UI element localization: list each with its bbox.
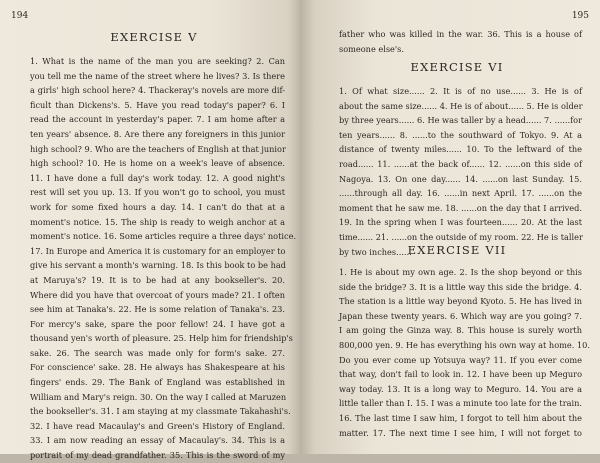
text-line: 1. He is about my own age. 2. Is the shop beyond or this bbox=[339, 267, 582, 277]
text-line: road...... 11. ......at the back of...... 12. ......on this side of bbox=[339, 158, 582, 169]
text-line: 32. I have read Macaulay's and Green's History of England. bbox=[30, 420, 285, 431]
text-line: way today. 13. It is a long way to Meguro. 14. You are a bbox=[339, 383, 582, 394]
text-line: see him at Tanaka's. 22. He is some relation of Tanaka's. 23. bbox=[30, 304, 285, 315]
text-line: high school? 10. He is home on a week's leave of absence. bbox=[30, 158, 285, 169]
text-line: by two inches...... bbox=[339, 246, 412, 257]
text-line: you tell me the name of the street where he lives? 3. Is there bbox=[30, 70, 285, 81]
text-line: about the same size...... 4. He is of about...... 5. He is older bbox=[339, 100, 583, 111]
text-line: Nagoya. 13. On one day...... 14. ......on last Sunday. 15. bbox=[339, 173, 582, 184]
text-line: moment's notice. 15. The ship is ready to weigh anchor at a bbox=[30, 216, 285, 227]
text-line: that way, don't fail to look in. 12. I have been up Meguro bbox=[339, 369, 582, 380]
exercise-v-text bbox=[30, 54, 297, 463]
text-line: matter. 17. The next time I see him, I will not forget to bbox=[339, 427, 582, 438]
text-line: For mercy's sake, spare the poor fellow! 24. I have got a bbox=[30, 318, 285, 329]
text-line: 800,000 yen. 9. He has everything his own way at home. 10. bbox=[339, 339, 590, 350]
text-line: read the account in yesterday's paper. 7. I am home after a bbox=[30, 114, 285, 125]
text-line: sake. 26. The search was made only for form's sake. 27. bbox=[30, 347, 285, 358]
text-line: 19. In the spring when I was fourteen...... 20. At the last bbox=[339, 217, 582, 228]
text-line: ......through all day. 16. ......in next April. 17. ......on the bbox=[339, 188, 582, 199]
text-line: by three years...... 6. He was taller by a head...... 7. ......for bbox=[339, 115, 582, 126]
page-number: 195 bbox=[571, 11, 589, 21]
text-line: 33. I am now reading an essay of Macaulay's. 34. This is a bbox=[30, 435, 285, 446]
text-line: thousand yen's worth of pleasure. 25. Help him for friendship's bbox=[30, 333, 293, 344]
text-line: portrait of my dead grandfather. 35. This is the sword of my bbox=[30, 450, 285, 461]
text-line: little taller than I. 15. I was a minute too late for the train. bbox=[339, 398, 582, 409]
text-line: ten years...... 8. ......to the southward of Tokyo. 9. At a bbox=[339, 129, 582, 140]
text-line: William and Mary's reign. 30. On the way I called at Maruzen bbox=[30, 391, 287, 402]
continued-text bbox=[339, 27, 582, 56]
exercise-vii-text bbox=[339, 265, 590, 440]
text-line: at Maruya's? 19. It is to be had at any bookseller's. 20. bbox=[30, 274, 285, 285]
text-line: someone else's. bbox=[339, 43, 404, 54]
text-line: distance of twenty miles...... 10. To the leftward of the bbox=[339, 144, 582, 155]
exercise-heading: EXERCISE VII bbox=[407, 243, 507, 257]
text-line: the bookseller's. 31. I am staying at my classmate Takahashi's. bbox=[30, 406, 291, 417]
text-line: high school? 9. Who are the teachers of English at that junior bbox=[30, 143, 286, 154]
text-line: 11. I have done a full day's work today. 12. A good night's bbox=[30, 172, 285, 183]
text-line: a girls' high school here? 4. Thackeray's novels are more dif- bbox=[30, 85, 285, 96]
text-line: moment that he saw me. 18. ......on the day that I arrived. bbox=[339, 202, 582, 213]
text-line: fingers' ends. 29. The Bank of England was established in bbox=[30, 377, 285, 388]
text-line: 1. What is the name of the man you are seeking? 2. Can bbox=[30, 56, 285, 66]
text-line: I am going the Ginza way. 8. This house is surely worth bbox=[339, 325, 582, 336]
left-page bbox=[0, 0, 300, 461]
text-line: 1. Of what size...... 2. It is of no use...... 3. He is of bbox=[339, 86, 582, 96]
exercise-vi-text bbox=[339, 84, 582, 259]
text-line: moment's notice. 16. Some articles require a three days' notice. bbox=[30, 231, 297, 242]
text-line: The station is a little way beyond Kyoto. 5. He has lived in bbox=[339, 296, 582, 307]
exercise-heading: EXERCISE V bbox=[110, 30, 198, 44]
text-line: time...... 21. ......on the outside of my room. 22. He is taller bbox=[339, 231, 583, 242]
text-line: side the bridge? 3. It is a little way this side the bridge. 4. bbox=[339, 281, 582, 292]
text-line: 17. In Europe and America it is customary for an employer to bbox=[30, 245, 286, 256]
text-line: give his servant a month's warning. 18. Is this book to be had bbox=[30, 260, 286, 271]
text-line: ficult than Dickens's. 5. Have you read today's paper? 6. I bbox=[30, 99, 285, 110]
text-line: Japan these twenty years. 6. Which way are you going? 7. bbox=[339, 310, 582, 321]
page-number: 194 bbox=[11, 11, 29, 21]
text-line: ten years' absence. 8. Are there any foreigners in this junior bbox=[30, 128, 285, 139]
text-line: Where did you have that overcoat of yours made? 21. I often bbox=[30, 289, 285, 300]
text-line: father who was killed in the war. 36. This is a house of bbox=[339, 29, 582, 39]
text-line: work for some fixed hours a day. 14. I can't do that at a bbox=[30, 201, 285, 212]
text-line: Do you ever come up Yotsuya way? 11. If you ever come bbox=[339, 354, 582, 365]
text-line: For conscience' sake. 28. He always has Shakespeare at his bbox=[30, 362, 285, 373]
text-line: rest will set you up. 13. If you won't go to school, you must bbox=[30, 187, 285, 198]
text-line: 16. The last time I saw him, I forgot to tell him about the bbox=[339, 412, 582, 423]
right-page bbox=[300, 0, 600, 454]
exercise-heading: EXERCISE VI bbox=[410, 60, 504, 74]
